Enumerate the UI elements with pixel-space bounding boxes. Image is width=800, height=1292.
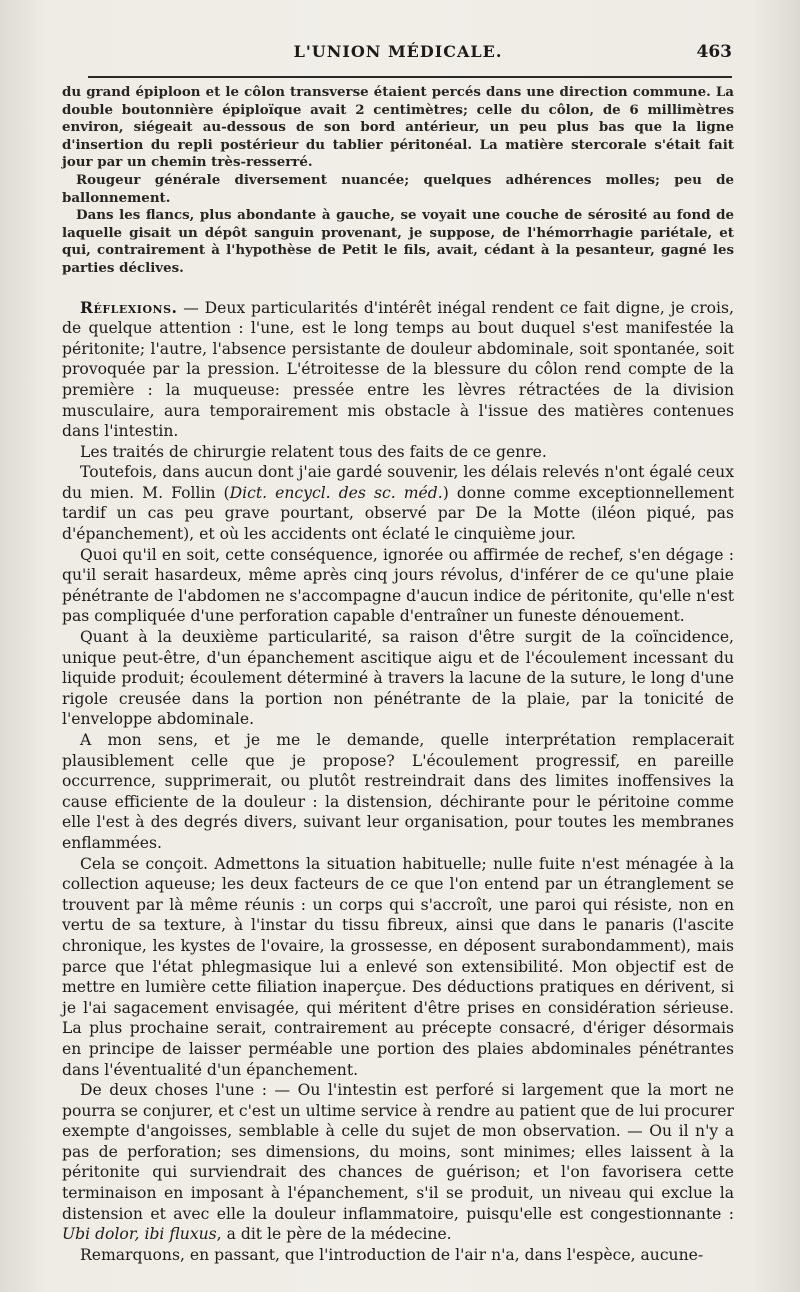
paragraph-2: Les traités de chirurgie relatent tous des faits de ce genre. xyxy=(80,442,547,461)
p3-text-a: Toutefois, dans aucun dont j'aie gardé souvenir, les délais relevés n'ont égalé ceux du mien. M. Follin ( xyxy=(62,463,734,502)
paragraph-case-1: du grand épiploon et le côlon transverse étaient percés dans une direction commune. La double boutonnière épiploïque avait 2 centimètres; celle du côlon, de 6 millimètres environ, siégeait au-dessous de son bord antérieur, un peu plus bas que la ligne d'insertion du repli postérieur du tablier péritonéal. La matière stercorale s'était fait jour par un chemin très-resserré. xyxy=(62,84,734,171)
running-title: L'UNION MÉDICALE. xyxy=(293,42,503,61)
paragraph-9: Remarquons, en passant, que l'introduction de l'air n'a, dans l'espèce, aucune- xyxy=(80,1245,704,1264)
reflexions-label: Réflexions. xyxy=(80,297,178,317)
paragraph-5: Quant à la deuxième particularité, sa raison d'être surgit de la coïncidence, unique peut-être, d'un épanchement ascitique aigu et de l'écoulement incessant du liquide produit; écoulement déterminé à travers la lacune de la suture, le long d'une rigole creusée dans la portion non pénétrante de la plaie, par la tonicité de l'enveloppe abdominale. xyxy=(62,628,734,729)
paragraph-reflexions xyxy=(62,298,734,442)
p3-text-c: ) donne comme exceptionnellement tardif un cas peu grave pourtant, observé par De la Motte (iléon piqué, pas d'épanchement), et où les accidents ont éclaté le cinquième jour. xyxy=(62,483,735,544)
paragraph-8 xyxy=(62,1080,734,1245)
reflexions-text: — Deux particularités d'intérêt inégal rendent ce fait digne, je crois, de quelque attention : l'une, est le long temps au bout duquel s'est manifestée la péritonite; l'autre, l'absence persistante de douleur abdominale, soit spontanée, soit provoquée par la pression. L'étroitesse de la blessure du côlon rend compte de la première : la muqueuse: pressée entre les lèvres rétractées de la division musculaire, aura temporairement mis obstacle à l'issue des matières contenues dans l'intestin. xyxy=(62,298,734,441)
paragraph-case-3: Dans les flancs, plus abondante à gauche, se voyait une couche de sérosité au fond de laquelle gisait un dépôt sanguin provenant, je suppose, de l'hémorrhagie pariétale, et qui, contrairement à l'hypothèse de Petit le fils, avait, cédant à la pesanteur, gagné les parties déclives. xyxy=(62,207,734,276)
page-header xyxy=(64,42,732,70)
body-text xyxy=(62,84,734,1265)
paragraph-3 xyxy=(62,462,734,544)
p8-text-a: De deux choses l'une : — Ou l'intestin est perforé si largement que la mort ne pourra se conjurer, et c'est un ultime service à rendre au patient que de lui procurer exempte d'angoisses, semblable à celle du sujet de mon observation. — Ou il n'y a pas de perforation; ses dimensions, du moins, sont minimes; elles laissent à la péritonite qui surviendrait des chances de guérison; et l'on favorisera cette terminaison en imposant à l'épanchement, s'il se produit, un niveau qui exclue la distension et avec elle la douleur inflammatoire, puisqu'elle est congestionnante : xyxy=(62,1081,734,1223)
paragraph-4: Quoi qu'il en soit, cette conséquence, ignorée ou affirmée de rechef, s'en dégage : qu'il serait hasardeux, même après cinq jours révolus, d'inférer de ce qu'une plaie pénétrante de l'abdomen ne s'accompagne d'aucun indice de péritonite, qu'elle n'est pas compliquée d'une perforation capable d'entraîner un funeste dénouement. xyxy=(62,545,734,626)
paragraph-7: Cela se conçoit. Admettons la situation habituelle; nulle fuite n'est ménagée à la collection aqueuse; les deux facteurs de ce que l'on entend par un étranglement se trouvent par là même réunis : un corps qui s'accroît, une paroi qui résiste, non en vertu de sa texture, à l'instar du tissu fibreux, ainsi que dans le panaris (l'ascite chronique, les kystes de l'ovaire, la grossesse, en déposent surabondamment), mais parce que l'état phlegmasique lui a enlevé son extensibilité. Mon objectif est de mettre en lumière cette filiation inaperçue. Des déductions pratiques en dérivent, si je l'ai sagacement envisagée, qui méritent d'être prises en considération sérieuse. La plus prochaine serait, contrairement au précepte consacré, d'ériger désormais en principe de laisser perméable une portion des plaies abdominales pénétrantes dans l'éventualité d'un épanchement. xyxy=(62,854,734,1079)
commentary xyxy=(62,298,734,1266)
page-number: 463 xyxy=(696,42,732,62)
citation-dict: Dict. encycl. des sc. méd. xyxy=(229,483,443,502)
latin-quote: Ubi dolor, ibi fluxus xyxy=(62,1225,217,1244)
header-rule xyxy=(88,76,732,78)
case-details xyxy=(62,84,734,278)
p8-text-c: , a dit le père de la médecine. xyxy=(216,1225,452,1244)
paragraph-case-2: Rougeur générale diversement nuancée; quelques adhérences molles; peu de ballonnement. xyxy=(62,171,734,206)
paragraph-6: A mon sens, et je me le demande, quelle interprétation remplacerait plausiblement celle que je propose? L'écoulement progressif, en pareille occurrence, supprimerait, ou plutôt restreindrait dans des limites inoffensives la cause efficiente de la douleur : la distension, déchirante pour le péritoine comme elle l'est à des degrés divers, suivant leur organisation, pour toutes les membranes enflammées. xyxy=(62,731,734,852)
